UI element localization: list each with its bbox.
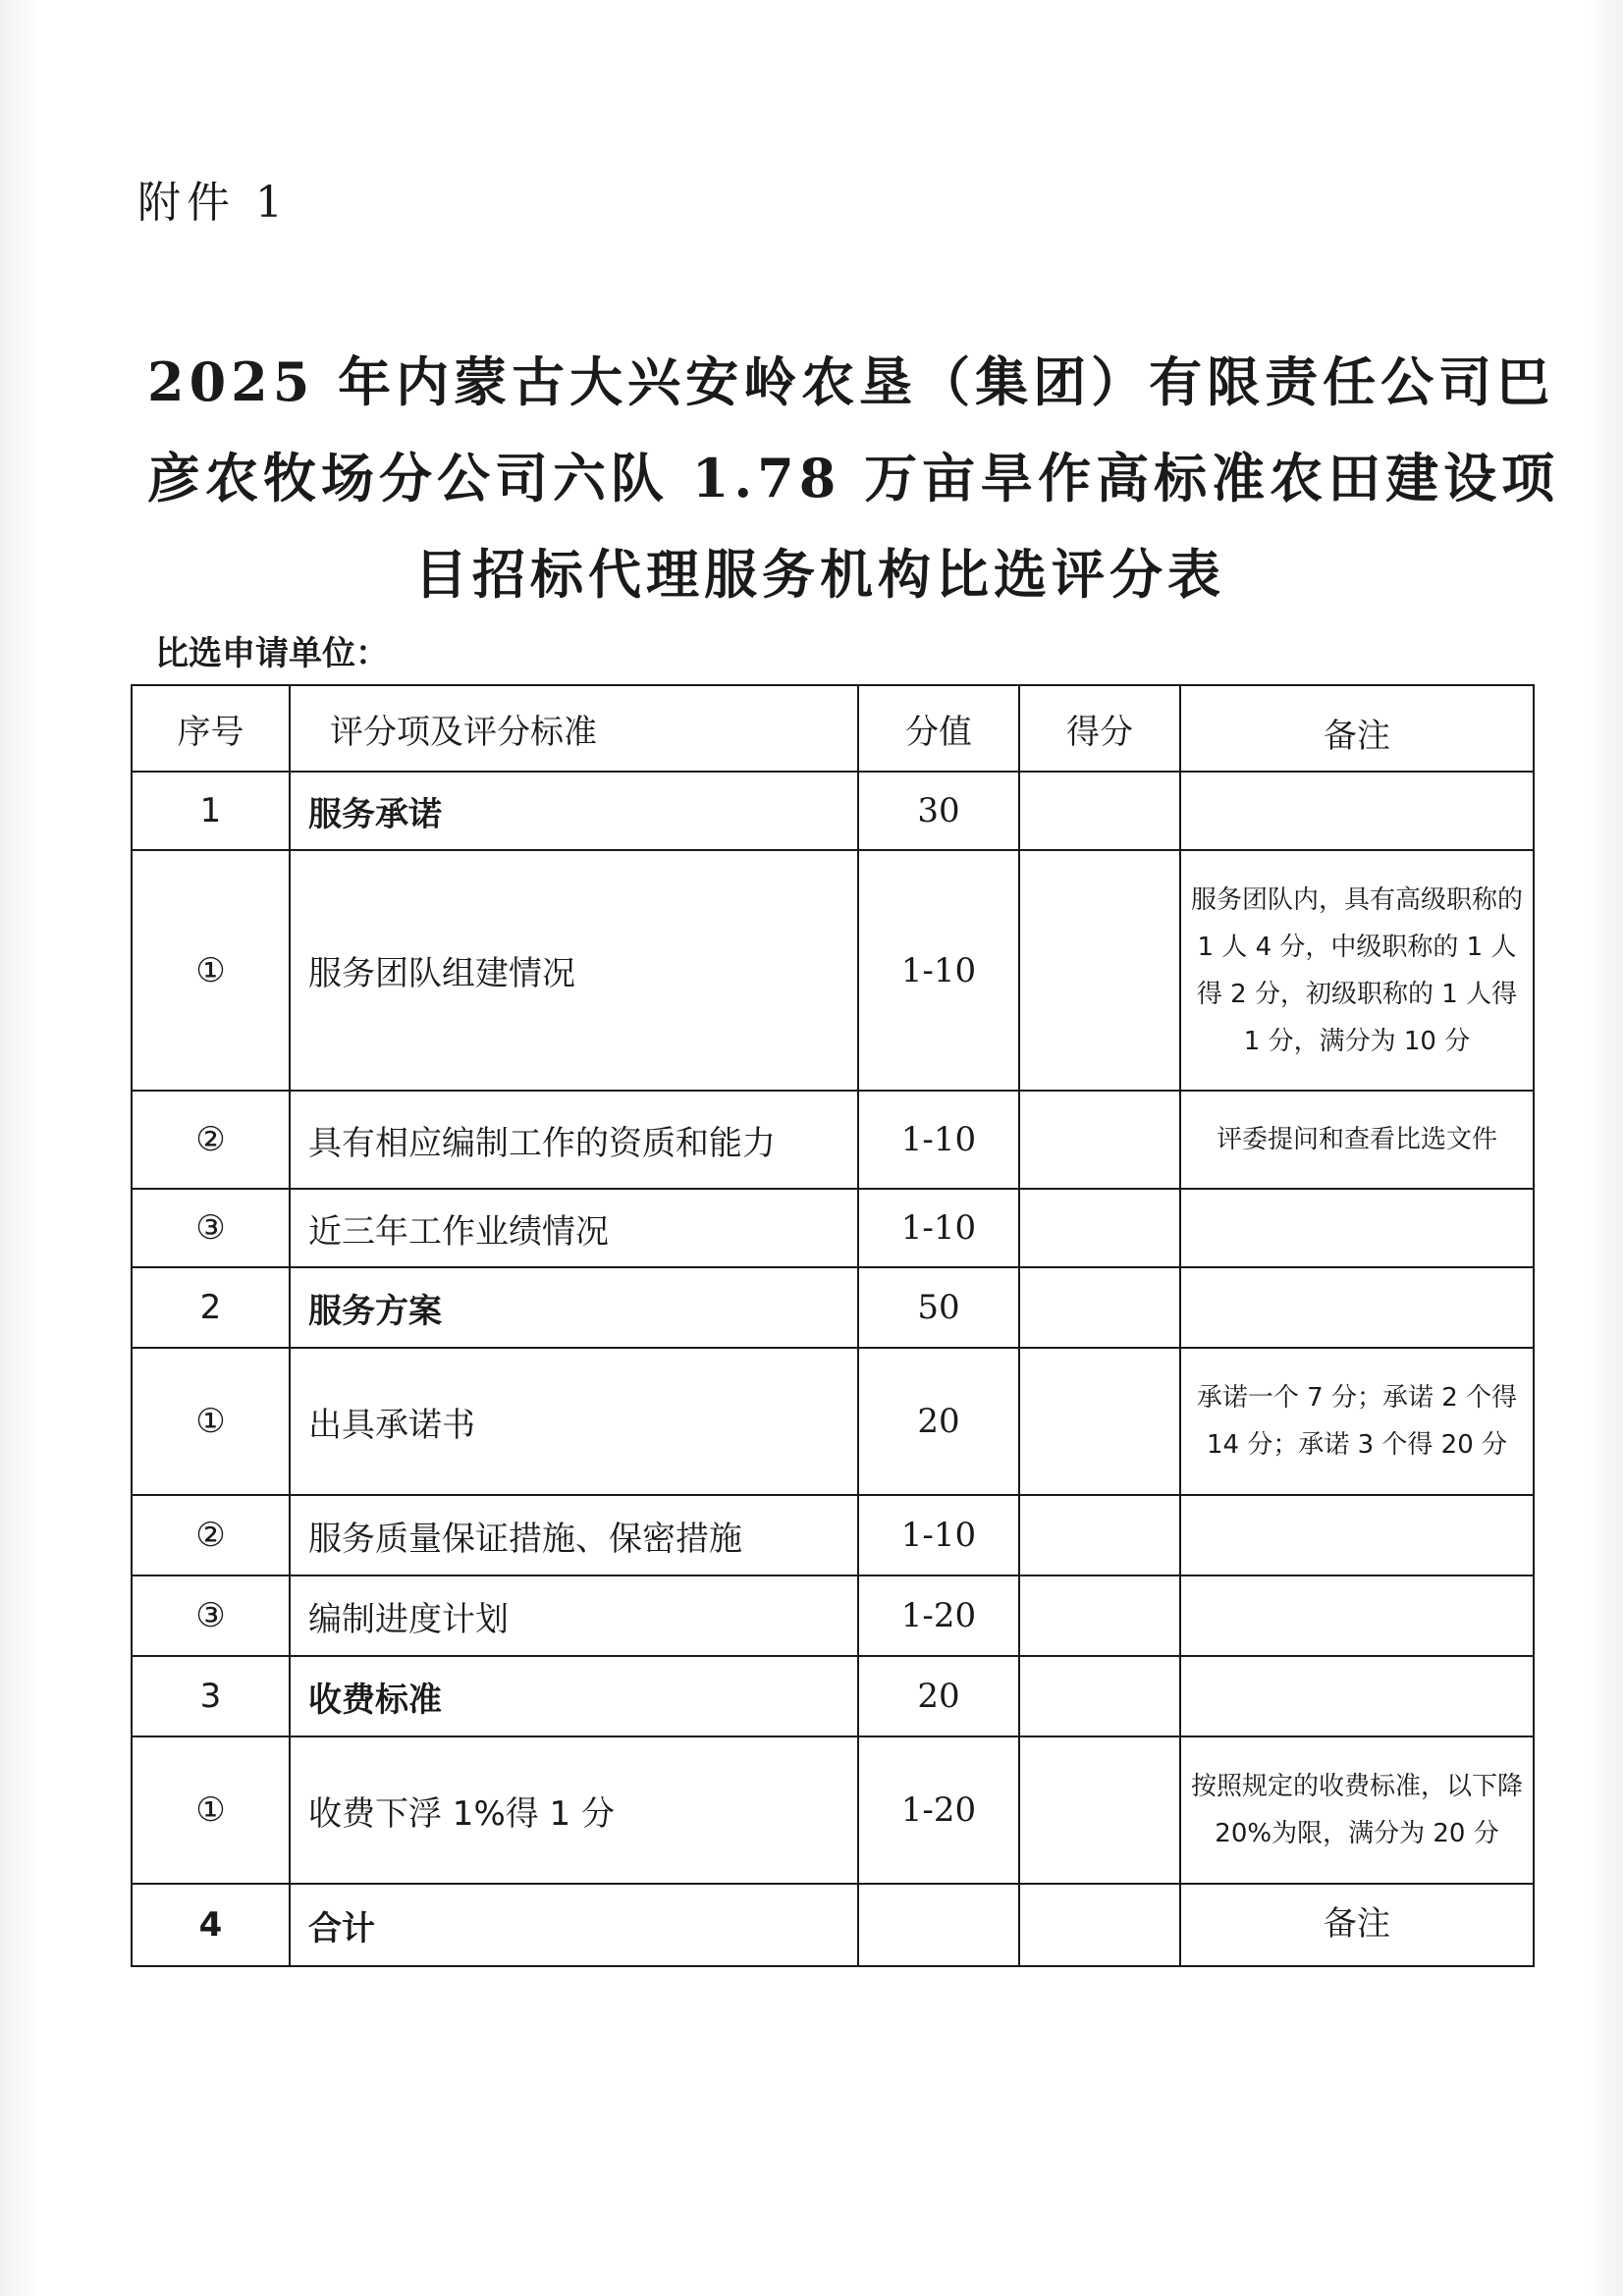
row-item: 合计 (290, 1884, 858, 1966)
row-no: 4 (132, 1884, 290, 1966)
row-score-cell[interactable] (1019, 1884, 1180, 1966)
row-value (858, 1884, 1019, 1966)
row-remark: 承诺一个 7 分；承诺 2 个得 14 分；承诺 3 个得 20 分 (1180, 1348, 1534, 1495)
row-remark (1180, 1267, 1534, 1348)
row-no: ③ (132, 1189, 290, 1267)
scoring-table (131, 684, 1535, 1967)
row-no: 1 (132, 772, 290, 850)
header-score: 得分 (1019, 685, 1180, 772)
row-no: 3 (132, 1656, 290, 1736)
row-item: 近三年工作业绩情况 (290, 1189, 858, 1267)
row-value: 1-20 (858, 1575, 1019, 1656)
document-title (147, 334, 1560, 622)
row-remark (1180, 1656, 1534, 1736)
row-value: 20 (858, 1656, 1019, 1736)
header-no: 序号 (132, 685, 290, 772)
row-value: 1-10 (858, 1495, 1019, 1575)
table-row (132, 1267, 1534, 1348)
row-score-cell[interactable] (1019, 1495, 1180, 1575)
row-value: 1-10 (858, 1189, 1019, 1267)
row-score-cell[interactable] (1019, 1736, 1180, 1884)
row-item: 收费下浮 1%得 1 分 (290, 1736, 858, 1884)
table-row (132, 1575, 1534, 1656)
table-row (132, 1495, 1534, 1575)
row-remark (1180, 1575, 1534, 1656)
row-score-cell[interactable] (1019, 772, 1180, 850)
row-score-cell[interactable] (1019, 1656, 1180, 1736)
header-item: 评分项及评分标准 (290, 685, 858, 772)
row-no: ② (132, 1495, 290, 1575)
row-item: 编制进度计划 (290, 1575, 858, 1656)
table-row (132, 772, 1534, 850)
row-no: 2 (132, 1267, 290, 1348)
row-item: 服务质量保证措施、保密措施 (290, 1495, 858, 1575)
row-no: ① (132, 850, 290, 1091)
table-row (132, 1736, 1534, 1884)
title-line-1: 2025 年内蒙古大兴安岭农垦（集团）有限责任公司巴 (147, 350, 1555, 413)
table-header-row (132, 685, 1534, 772)
row-remark: 评委提问和查看比选文件 (1180, 1091, 1534, 1189)
title-line-2: 彦农牧场分公司六队 1.78 万亩旱作高标准农田建设项 (147, 447, 1560, 509)
table-row (132, 1189, 1534, 1267)
attachment-label: 附件 1 (137, 178, 289, 228)
row-no: ③ (132, 1575, 290, 1656)
row-score-cell[interactable] (1019, 1189, 1180, 1267)
table-row (132, 1091, 1534, 1189)
row-no: ② (132, 1091, 290, 1189)
row-item: 服务承诺 (290, 772, 858, 850)
applicant-label: 比选申请单位： (155, 634, 389, 673)
table-row-total (132, 1884, 1534, 1966)
row-item: 服务团队组建情况 (290, 850, 858, 1091)
title-line-3: 目招标代理服务机构比选评分表 (414, 543, 1225, 606)
row-remark (1180, 1189, 1534, 1267)
table-row (132, 1656, 1534, 1736)
row-value: 1-10 (858, 850, 1019, 1091)
row-score-cell[interactable] (1019, 1348, 1180, 1495)
row-remark: 按照规定的收费标准，以下降 20%为限，满分为 20 分 (1180, 1736, 1534, 1884)
row-no: ① (132, 1348, 290, 1495)
row-score-cell[interactable] (1019, 850, 1180, 1091)
row-remark (1180, 772, 1534, 850)
table-row (132, 1348, 1534, 1495)
row-remark: 服务团队内，具有高级职称的 1 人 4 分，中级职称的 1 人得 2 分，初级职称的 1 人得 1 分，满分为 10 分 (1180, 850, 1534, 1091)
row-item: 出具承诺书 (290, 1348, 858, 1495)
row-no: ① (132, 1736, 290, 1884)
row-value: 30 (858, 772, 1019, 850)
row-value: 1-10 (858, 1091, 1019, 1189)
row-value: 1-20 (858, 1736, 1019, 1884)
row-score-cell[interactable] (1019, 1267, 1180, 1348)
row-item: 服务方案 (290, 1267, 858, 1348)
row-score-cell[interactable] (1019, 1091, 1180, 1189)
row-score-cell[interactable] (1019, 1575, 1180, 1656)
row-item: 收费标准 (290, 1656, 858, 1736)
row-remark: 备注 (1180, 1884, 1534, 1966)
header-remark: 备注 (1180, 685, 1534, 772)
row-value: 20 (858, 1348, 1019, 1495)
header-value: 分值 (858, 685, 1019, 772)
table-row (132, 850, 1534, 1091)
row-item: 具有相应编制工作的资质和能力 (290, 1091, 858, 1189)
row-remark (1180, 1495, 1534, 1575)
row-value: 50 (858, 1267, 1019, 1348)
